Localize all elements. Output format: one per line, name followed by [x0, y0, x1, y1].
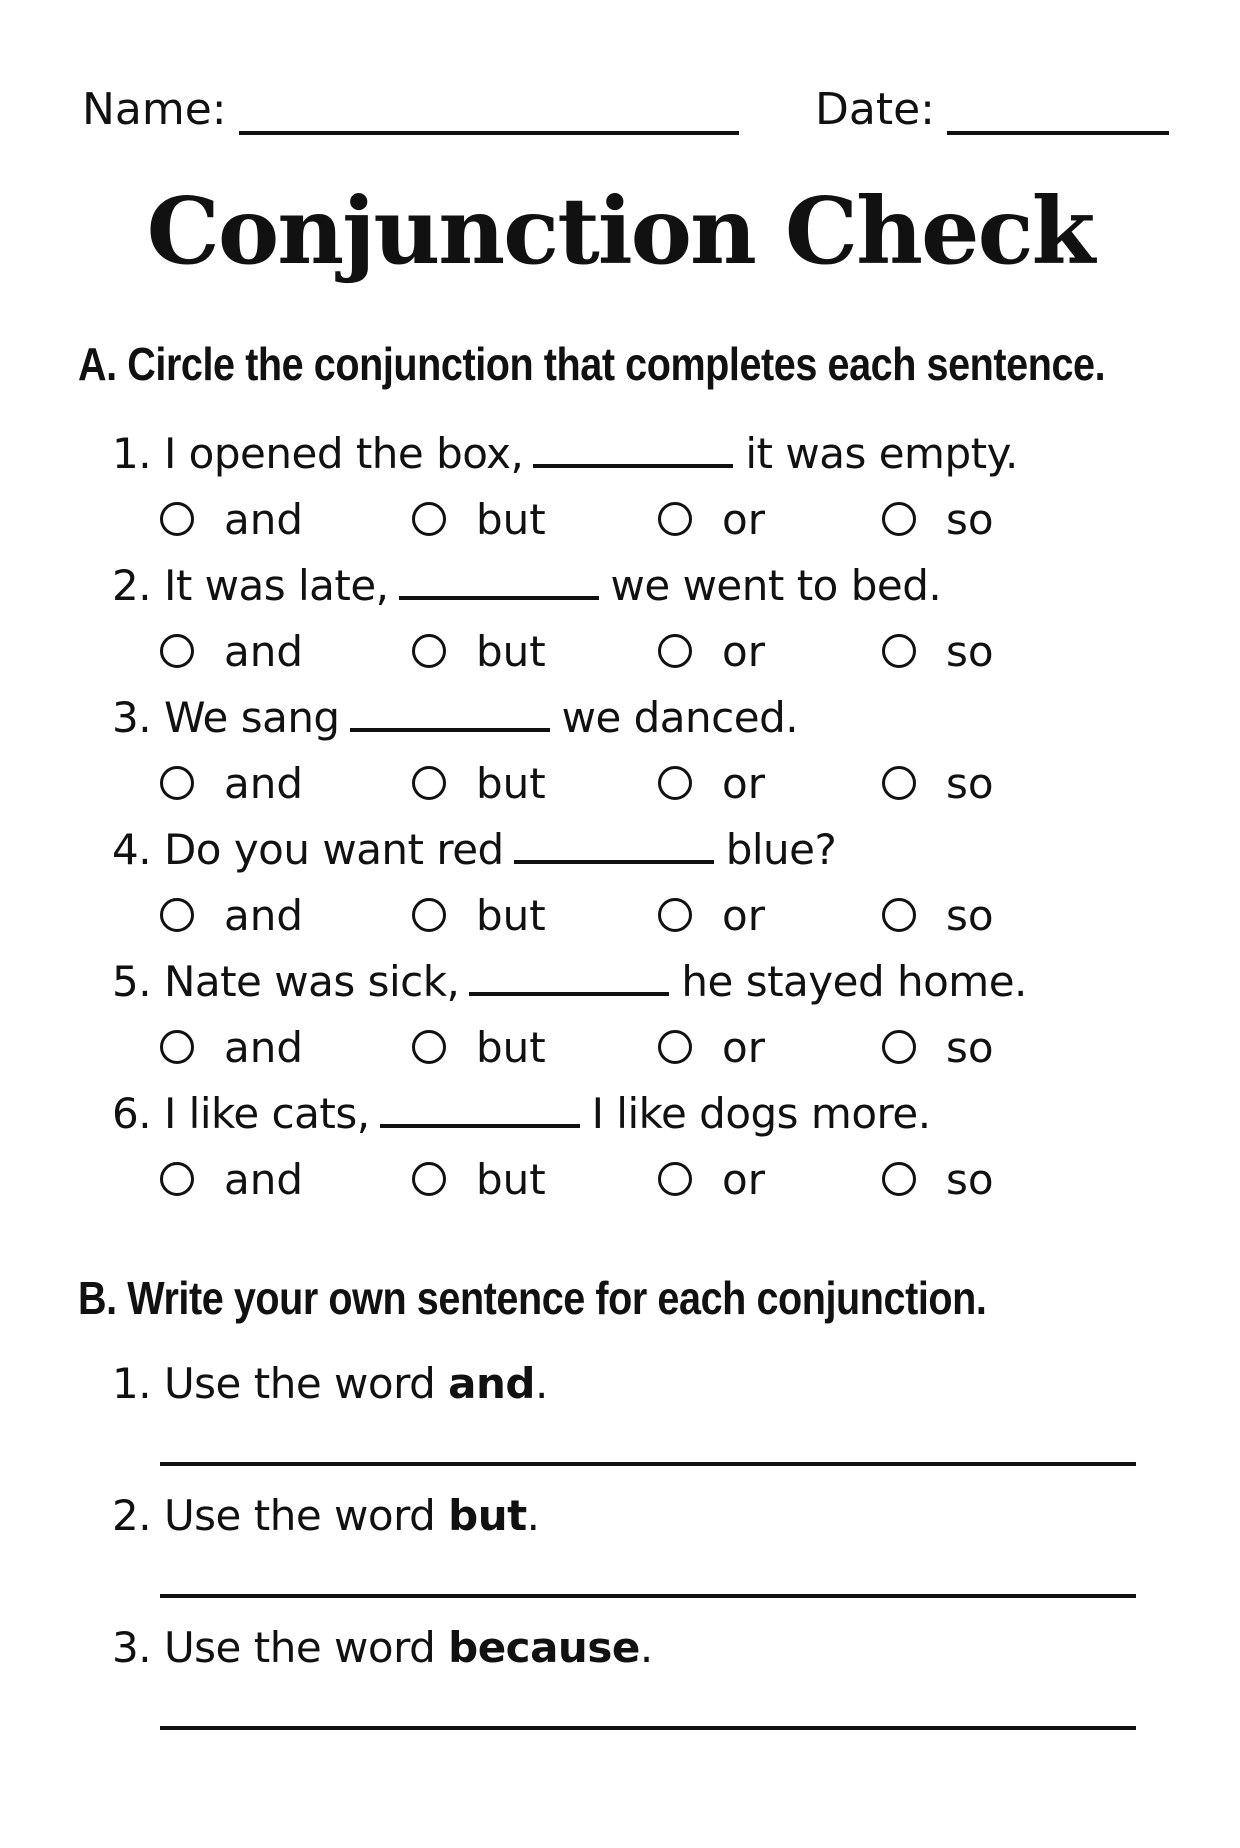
section-b-heading: B. Write your own sentence for each conjunction. [78, 1272, 987, 1324]
question-4 [112, 822, 836, 878]
question-2 [112, 558, 941, 614]
section-a-heading: A. Circle the conjunction that completes each sentence. [78, 338, 1106, 390]
question-text-before: It was late, [163, 561, 389, 610]
option-but[interactable] [412, 1151, 546, 1207]
option-label: and [224, 1022, 304, 1072]
prompt-number: 3. [112, 1623, 152, 1672]
question-text-after: we went to bed. [610, 561, 942, 610]
prompt-text: Use the word [163, 1623, 449, 1672]
radio-circle-icon[interactable] [160, 634, 194, 668]
prompt-end: . [639, 1623, 653, 1672]
answer-blank[interactable] [350, 692, 550, 732]
question-5 [112, 954, 1027, 1010]
option-so[interactable] [882, 755, 994, 811]
question-1 [112, 426, 1018, 482]
option-but[interactable] [412, 887, 546, 943]
radio-circle-icon[interactable] [658, 502, 692, 536]
option-but[interactable] [412, 755, 546, 811]
question-text-before: I opened the box, [163, 429, 524, 478]
answer-blank[interactable] [399, 560, 599, 600]
option-so[interactable] [882, 623, 994, 679]
option-label: or [722, 1154, 765, 1204]
option-label: and [224, 758, 304, 808]
radio-circle-icon[interactable] [412, 634, 446, 668]
option-and[interactable] [160, 623, 303, 679]
question-number: 4. [112, 825, 152, 874]
option-label: or [722, 890, 765, 940]
radio-circle-icon[interactable] [160, 1162, 194, 1196]
header-row [82, 85, 1168, 145]
option-label: and [224, 626, 304, 676]
date-blank-line[interactable] [947, 87, 1169, 135]
question-number: 6. [112, 1089, 152, 1138]
option-but[interactable] [412, 491, 546, 547]
answer-blank[interactable] [469, 956, 669, 996]
option-or[interactable] [658, 1151, 765, 1207]
prompt-1 [112, 1356, 548, 1412]
option-but[interactable] [412, 1019, 546, 1075]
question-6 [112, 1086, 931, 1142]
date-label: Date: [815, 84, 935, 135]
prompt-number: 2. [112, 1491, 152, 1540]
option-label: but [476, 890, 546, 940]
option-or[interactable] [658, 1019, 765, 1075]
option-label: and [224, 1154, 304, 1204]
question-number: 3. [112, 693, 152, 742]
option-label: but [476, 1022, 546, 1072]
option-and[interactable] [160, 1151, 303, 1207]
option-label: but [476, 758, 546, 808]
option-so[interactable] [882, 1019, 994, 1075]
options-row-3 [160, 755, 1060, 811]
prompt-word: but [448, 1491, 527, 1540]
option-label: so [946, 494, 994, 544]
answer-blank[interactable] [533, 428, 733, 468]
radio-circle-icon[interactable] [658, 634, 692, 668]
question-text-before: Do you want red [163, 825, 504, 874]
options-row-5 [160, 1019, 1060, 1075]
writing-line-1[interactable] [160, 1462, 1136, 1466]
option-label: or [722, 758, 765, 808]
option-label: so [946, 1154, 994, 1204]
name-field [82, 85, 739, 135]
option-label: or [722, 626, 765, 676]
option-label: so [946, 626, 994, 676]
radio-circle-icon[interactable] [412, 898, 446, 932]
prompt-text: Use the word [163, 1359, 449, 1408]
prompt-3 [112, 1620, 653, 1676]
name-blank-line[interactable] [239, 87, 739, 135]
radio-circle-icon[interactable] [882, 766, 916, 800]
prompt-end: . [526, 1491, 540, 1540]
option-and[interactable] [160, 1019, 303, 1075]
options-row-1 [160, 491, 1060, 547]
option-so[interactable] [882, 1151, 994, 1207]
option-but[interactable] [412, 623, 546, 679]
answer-blank[interactable] [514, 824, 714, 864]
option-label: so [946, 890, 994, 940]
option-so[interactable] [882, 491, 994, 547]
option-and[interactable] [160, 491, 303, 547]
radio-circle-icon[interactable] [160, 766, 194, 800]
writing-line-2[interactable] [160, 1594, 1136, 1598]
radio-circle-icon[interactable] [658, 898, 692, 932]
option-and[interactable] [160, 887, 303, 943]
radio-circle-icon[interactable] [882, 1030, 916, 1064]
question-text-after: it was empty. [745, 429, 1018, 478]
radio-circle-icon[interactable] [882, 502, 916, 536]
radio-circle-icon[interactable] [412, 1162, 446, 1196]
options-row-2 [160, 623, 1060, 679]
option-label: so [946, 758, 994, 808]
radio-circle-icon[interactable] [160, 1030, 194, 1064]
option-or[interactable] [658, 623, 765, 679]
option-or[interactable] [658, 887, 765, 943]
question-text-before: Nate was sick, [163, 957, 460, 1006]
prompt-text: Use the word [163, 1491, 449, 1540]
radio-circle-icon[interactable] [658, 1162, 692, 1196]
question-number: 5. [112, 957, 152, 1006]
option-and[interactable] [160, 755, 303, 811]
options-row-6 [160, 1151, 1060, 1207]
prompt-end: . [534, 1359, 548, 1408]
writing-line-3[interactable] [160, 1726, 1136, 1730]
radio-circle-icon[interactable] [658, 1030, 692, 1064]
prompt-word: and [448, 1359, 535, 1408]
date-field [815, 85, 1169, 135]
option-so[interactable] [882, 887, 994, 943]
question-text-before: I like cats, [163, 1089, 370, 1138]
question-text-after: he stayed home. [681, 957, 1027, 1006]
option-label: but [476, 1154, 546, 1204]
question-number: 1. [112, 429, 152, 478]
radio-circle-icon[interactable] [160, 898, 194, 932]
options-row-4 [160, 887, 1060, 943]
radio-circle-icon[interactable] [658, 766, 692, 800]
option-label: and [224, 494, 304, 544]
option-label: and [224, 890, 304, 940]
option-label: but [476, 626, 546, 676]
radio-circle-icon[interactable] [412, 502, 446, 536]
question-3 [112, 690, 798, 746]
radio-circle-icon[interactable] [882, 1162, 916, 1196]
option-label: or [722, 494, 765, 544]
radio-circle-icon[interactable] [412, 766, 446, 800]
name-label: Name: [82, 84, 227, 135]
worksheet-title: Conjunction Check [146, 177, 1094, 285]
option-or[interactable] [658, 491, 765, 547]
radio-circle-icon[interactable] [882, 898, 916, 932]
question-text-before: We sang [163, 693, 340, 742]
option-label: or [722, 1022, 765, 1072]
question-number: 2. [112, 561, 152, 610]
question-text-after: I like dogs more. [591, 1089, 931, 1138]
radio-circle-icon[interactable] [412, 1030, 446, 1064]
question-text-after: blue? [725, 825, 837, 874]
answer-blank[interactable] [380, 1088, 580, 1128]
question-text-after: we danced. [561, 693, 799, 742]
option-label: so [946, 1022, 994, 1072]
prompt-number: 1. [112, 1359, 152, 1408]
option-or[interactable] [658, 755, 765, 811]
option-label: but [476, 494, 546, 544]
radio-circle-icon[interactable] [882, 634, 916, 668]
prompt-2 [112, 1488, 540, 1544]
radio-circle-icon[interactable] [160, 502, 194, 536]
prompt-word: because [448, 1623, 640, 1672]
